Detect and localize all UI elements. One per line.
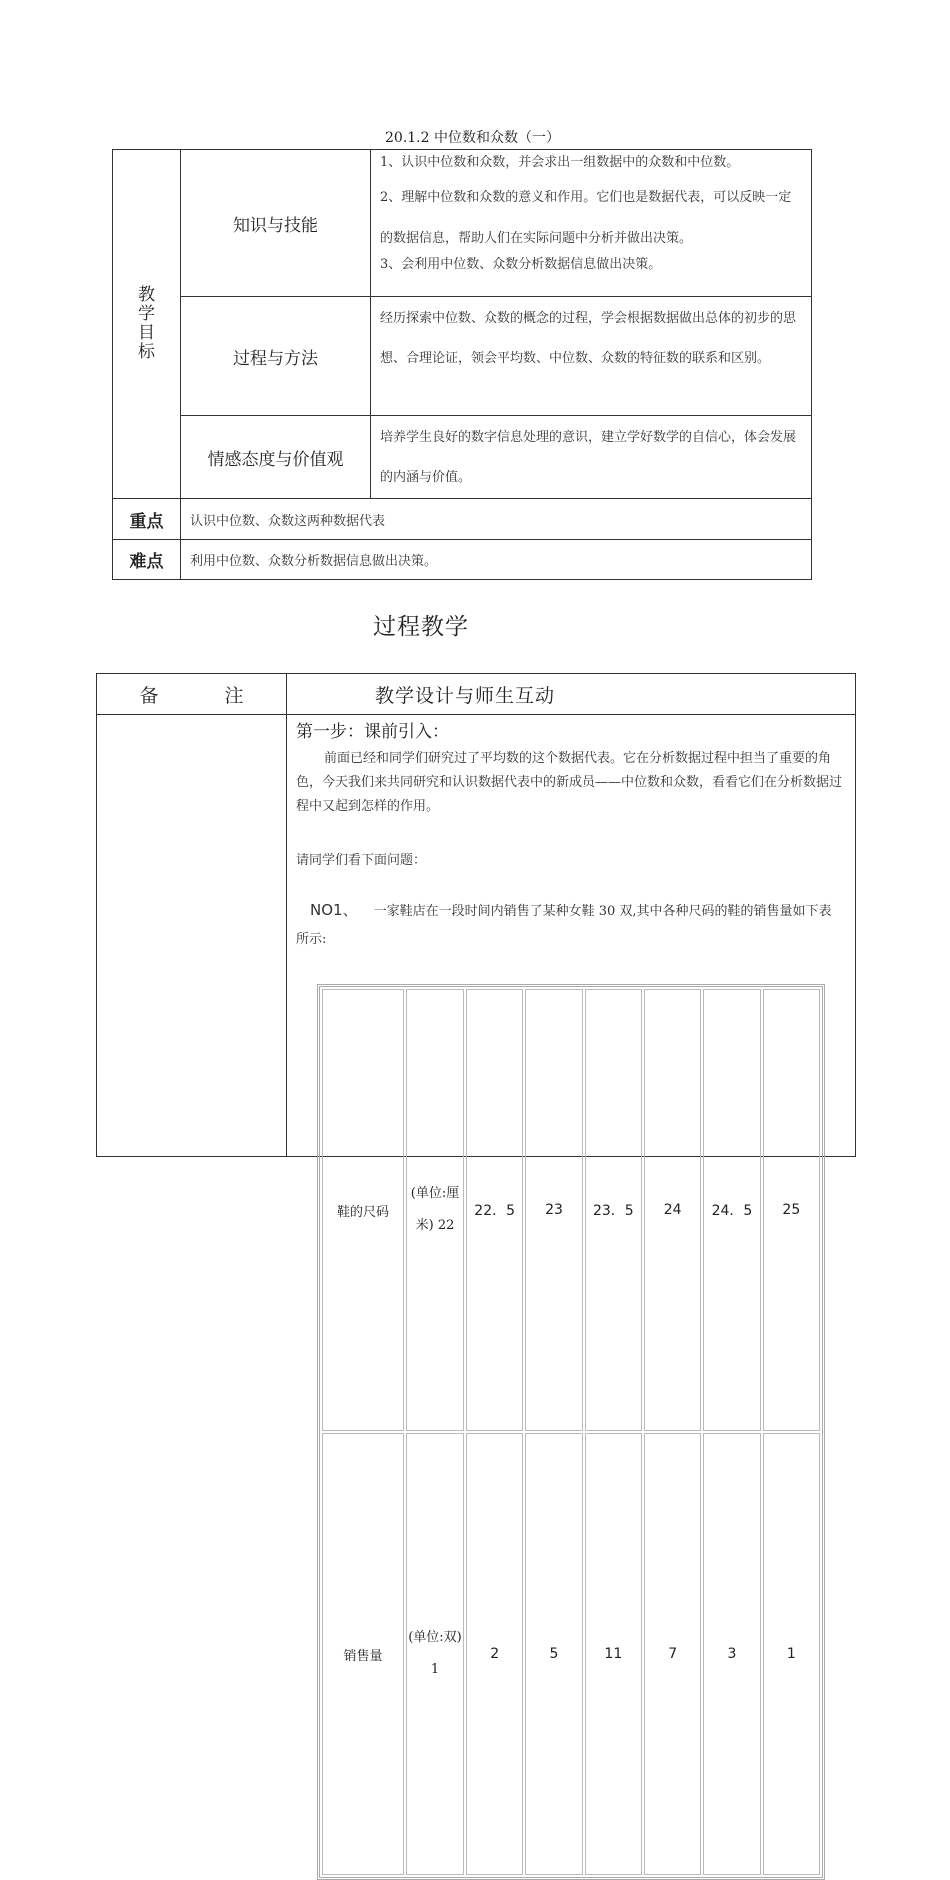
- sales-count-row: [322, 1433, 820, 1875]
- count-cell: 3: [703, 1433, 760, 1875]
- problem-number: NO1、: [310, 901, 358, 919]
- objectives-category-cell: [113, 150, 181, 499]
- objective-text-process: 经历探索中位数、众数的概念的过程，学会根据数据做出总体的初步的思想、合理论证，领会平均数、中位数、众数的特征数的联系和区别。: [371, 297, 812, 416]
- process-heading: 过程教学: [373, 614, 469, 640]
- prompt-text: 请同学们看下面问题：: [296, 853, 427, 868]
- notes-column-body: [97, 715, 287, 1157]
- key-point-label: 重点: [113, 499, 181, 540]
- size-cell: 24．5: [703, 989, 760, 1431]
- notes-column-label: 备 注: [139, 684, 244, 707]
- objectives-category-label: 教学目标: [138, 285, 155, 362]
- notes-column-header: [97, 674, 287, 715]
- size-row-unit: (单位:厘米) 22: [406, 989, 464, 1431]
- step1-title: 第一步：课前引入：: [296, 722, 449, 742]
- objective-text-attitude: 培养学生良好的数字信息处理的意识，建立学好数学的自信心，体会发展的内涵与价值。: [371, 416, 812, 499]
- objective-line-1: 1、认识中位数和众数，并会求出一组数据中的众数和中位数。: [380, 155, 740, 170]
- count-cell: 11: [585, 1433, 642, 1875]
- difficulty-text: 利用中位数、众数分析数据信息做出决策。: [181, 540, 812, 580]
- problem-statement: [296, 896, 843, 954]
- shoe-table-wrapper: [317, 984, 825, 1677]
- size-cell: 23．5: [585, 989, 642, 1431]
- objectives-table: [112, 149, 812, 580]
- count-cell: 5: [525, 1433, 582, 1875]
- lesson-title: 20.1.2 中位数和众数（一）: [385, 130, 560, 146]
- size-cell: 25: [763, 989, 820, 1431]
- objective-text-knowledge: [371, 150, 812, 297]
- count-cell: 7: [644, 1433, 701, 1875]
- shoe-size-row: [322, 989, 820, 1431]
- objective-label-attitude: 情感态度与价值观: [181, 416, 371, 499]
- size-cell: 22．5: [466, 989, 523, 1431]
- sales-row-unit: (单位:双) 1: [406, 1433, 464, 1875]
- key-point-text: 认识中位数、众数这两种数据代表: [181, 499, 812, 540]
- size-row-label: 鞋的尺码: [322, 989, 404, 1431]
- intro-paragraph: 前面已经和同学们研究过了平均数的这个数据代表。它在分析数据过程中担当了重要的角色，今天我们来共同研究和认识数据代表中的新成员——中位数和众数，看看它们在分析数据过程中又起到怎样的作用。: [296, 751, 843, 814]
- problem-text: 一家鞋店在一段时间内销售了某种女鞋 30 双,其中各种尺码的鞋的销售量如下表所示:: [296, 904, 832, 947]
- objective-line-2: 2、理解中位数和众数的意义和作用。它们也是数据代表，可以反映一定的数据信息，帮助人们在实际问题中分析并做出决策。: [380, 190, 792, 246]
- objective-label-knowledge: 知识与技能: [181, 150, 371, 297]
- objective-label-process: 过程与方法: [181, 297, 371, 416]
- difficulty-label: 难点: [113, 540, 181, 580]
- size-cell: 24: [644, 989, 701, 1431]
- design-column-label: 教学设计与师生互动: [375, 684, 556, 707]
- sales-row-label: 销售量: [322, 1433, 404, 1875]
- shoe-sales-table: [317, 984, 825, 1880]
- design-column-header: [287, 674, 856, 715]
- design-column-body: [287, 715, 856, 1677]
- count-cell: 2: [466, 1433, 523, 1875]
- objective-line-3: 3、会利用中位数、众数分析数据信息做出决策。: [380, 257, 662, 272]
- count-cell: 1: [763, 1433, 820, 1875]
- size-cell: 23: [525, 989, 582, 1431]
- process-table: [96, 673, 856, 1677]
